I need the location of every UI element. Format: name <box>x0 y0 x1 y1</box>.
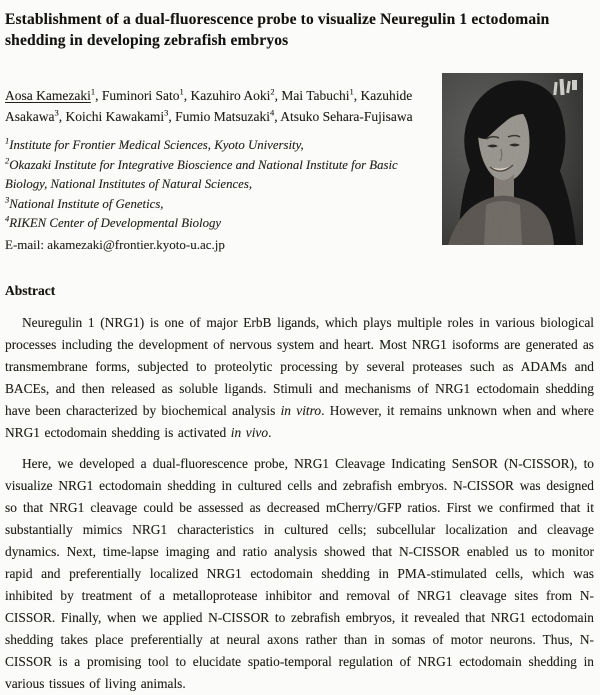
author-name: Fuminori Sato <box>101 88 180 103</box>
abstract-heading: Abstract <box>5 283 56 298</box>
author-name: Kazuhide Asakawa <box>5 88 413 124</box>
author-affiliation-ref: 4 <box>269 107 275 118</box>
header-left-column <box>5 73 442 254</box>
author-name: Atsuko Sehara-Fujisawa <box>280 109 413 124</box>
author-affiliation-ref: 1 <box>179 86 184 97</box>
affiliation-ref: 1 <box>5 135 10 146</box>
author-name: Kazuhiro Aoki <box>190 88 271 103</box>
author-photo <box>442 73 583 245</box>
portrait-photo-graphic <box>442 73 583 245</box>
abstract-text: . However, it remains unknown when and where NRG1 ectodomain shedding is activated <box>5 403 594 440</box>
latin-term: in vitro <box>280 403 322 418</box>
author-name: Aosa Kamezaki <box>5 88 91 103</box>
abstract-text: Here, we developed a dual-fluorescence probe, NRG1 Cleavage Indicating SenSOR (N-CISSOR), to visualize NRG1 ectodomain shedding in cultured cells and zebrafish embryos. N-CISSOR was designed so that NRG1 cleavage could be assessed as decreased mCherry/GFP ratios. First we confirmed that it substantially mimics NRG1 characteristics in cultured cells; subcellular localization and cleavage dynamics. Next, time-lapse imaging and ratio analysis showed that N-CISSOR enabled us to monitor rapid and preferentially localized NRG1 ectodomain shedding in PMA-stimulated cells, which was inhibited by treatment of a metalloprotease inhibitor and removal of NRG1 cleavage sites from N-CISSOR. Finally, when we applied N-CISSOR to zebrafish embryos, it revealed that NRG1 ectodomain shedding takes place preferentially at neural axons rather than in somas of motor neurons. Thus, N-CISSOR is a promising tool to elucidate spatio-temporal regulation of NRG1 ectodomain shedding in various tissues of living animals. <box>5 456 594 691</box>
abstract-paragraphs <box>5 312 594 695</box>
affiliation-line: $^2$Okazaki Institute for Integrative Bioscience and National Institute for Basic Biology, National Institutes of Natural Sciences, <box>5 155 398 191</box>
author-affiliation-ref: 2 <box>270 86 275 97</box>
email-line <box>5 235 432 255</box>
affiliation-line: $^3$National Institute of Genetics, <box>5 194 164 211</box>
affiliation-line: $^4$RIKEN Center of Developmental Biology <box>5 213 222 230</box>
latin-term: in vivo <box>230 425 269 440</box>
author-affiliation-ref: 3 <box>164 107 169 118</box>
affiliation-ref: 4 <box>5 213 10 224</box>
abstract-text: Neuregulin 1 (NRG1) is one of major ErbB ligands, which plays multiple roles in various biological processes including the development of nervous system and heart. Most NRG1 isoforms are generated as transmembrane forms, subjected to proteolytic processing by several proteases such as ADAMs and BACEs, and then released as soluble ligands. Stimuli and mechanisms of NRG1 ectodomain shedding have been characterized by biochemical analysis <box>5 315 594 418</box>
header-row <box>5 73 594 254</box>
abstract-paragraph <box>5 453 594 695</box>
affiliation-list <box>5 136 432 234</box>
author-name: Fumio Matsuzaki <box>175 109 270 124</box>
email-address: akamezaki@frontier.kyoto-u.ac.jp <box>47 236 225 252</box>
abstract-text: . <box>268 425 272 440</box>
affiliation-ref: 3 <box>5 194 10 205</box>
email-label: E-mail: <box>5 236 48 252</box>
author-name: Mai Tabuchi <box>281 88 350 103</box>
affiliation-ref: 2 <box>5 155 10 166</box>
author-list: Aosa Kamezaki$^1$, Fuminori Sato$^1$, Kazuhiro Aoki$^2$, Mai Tabuchi$^1$, Kazuhide Asakawa$^3$, Koichi Kawakami$^3$, Fumio Matsuzaki$^4$, Atsuko Sehara-Fujisawa <box>5 86 413 124</box>
author-affiliation-ref: 3 <box>54 107 59 118</box>
author-name: Koichi Kawakami <box>65 109 165 124</box>
affiliation-line: $^1$Institute for Frontier Medical Sciences, Kyoto University, <box>5 135 304 152</box>
author-affiliation-ref: 1 <box>90 86 96 97</box>
abstract-paragraph <box>5 312 594 444</box>
author-affiliation-ref: 1 <box>349 86 354 97</box>
paper-title: Establishment of a dual-fluorescence probe to visualize Neuregulin 1 ectodomain shedding in developing zebrafish embryos <box>5 11 550 49</box>
